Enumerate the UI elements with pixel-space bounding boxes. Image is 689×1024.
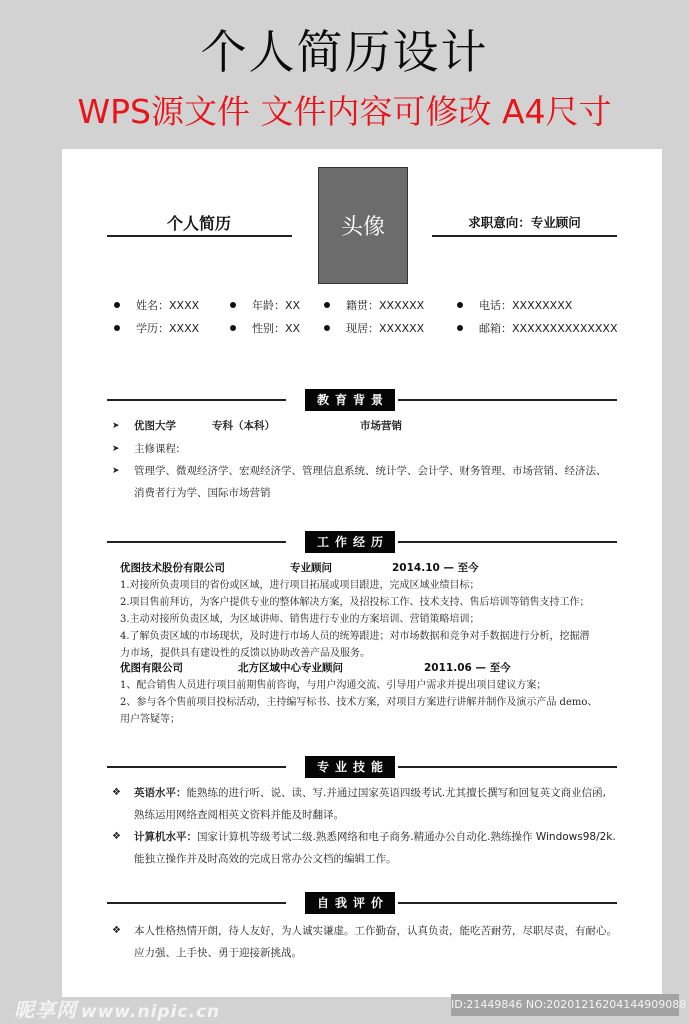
skill-english-text: 能熟练的进行听、说、读、写.并通过国家英语四级考试.尤其擅长撰写和回复英文商业信函, <box>186 787 607 799</box>
arrow-bullet-icon: ➤ <box>112 421 120 431</box>
divider-line <box>398 766 617 768</box>
skill-computer-text: 国家计算机等级考试二级.熟悉网络和电子商务.精通办公自动化.熟练操作 Windows98/2k. <box>197 831 616 843</box>
info-phone <box>457 297 572 313</box>
avatar-label: 头像 <box>340 215 385 240</box>
info-education-text: 学历：XXXX <box>136 322 200 335</box>
resume-page <box>62 149 662 997</box>
edu-major: 市场营销 <box>360 420 402 432</box>
job-2-period: 2011.06 — 至今 <box>424 662 511 674</box>
job-2-duty-1: 1、配合销售人员进行项目前期售前咨询，与用户沟通交流、引导用户需求并提出项目建议方案； <box>120 680 547 691</box>
job-1-duty-2: 2.项目售前拜访，为客户提供专业的整体解决方案，及招投标工作、技术支持、售后培训等销售支持工作； <box>120 597 590 608</box>
job-1-duty-1: 1.对接所负责项目的省份或区域，进行项目拓展或项目跟进，完成区域业绩目标； <box>120 580 480 591</box>
diamond-bullet-icon: ❖ <box>112 787 121 798</box>
arrow-bullet-icon: ➤ <box>112 444 120 454</box>
job-2-duty-2-cont: 用户答疑等； <box>120 714 180 725</box>
info-gender <box>230 320 300 336</box>
divider-line <box>398 541 617 543</box>
job-intent-underline <box>432 235 617 237</box>
section-skills-header <box>107 756 617 778</box>
banner-title: 个人简历设计 <box>200 25 489 79</box>
bullet-icon <box>230 302 236 308</box>
banner-subtitle: WPS源文件 文件内容可修改 A4尺寸 <box>77 92 612 131</box>
job-2-position: 北方区域中心专业顾问 <box>238 662 343 674</box>
info-hometown <box>324 297 424 313</box>
divider-line <box>107 766 286 768</box>
section-self-eval-title: 自我评价 <box>305 892 395 914</box>
skill-english-label: 英语水平： <box>134 787 187 799</box>
edu-courses-label: 主修课程: <box>134 443 180 455</box>
section-skills-title: 专业技能 <box>305 756 395 778</box>
diamond-bullet-icon: ❖ <box>112 831 121 842</box>
arrow-bullet-icon: ➤ <box>112 466 120 476</box>
info-residence <box>324 320 424 336</box>
info-age <box>230 297 300 313</box>
edu-courses-line2: 消费者行为学、国际市场营销 <box>134 487 271 499</box>
info-email-text: 邮箱：XXXXXXXXXXXXXX <box>479 322 618 335</box>
bullet-icon <box>457 325 463 331</box>
bullet-icon <box>324 325 330 331</box>
info-email <box>457 320 618 336</box>
section-work-title: 工作经历 <box>305 531 395 553</box>
skill-computer-label: 计算机水平： <box>134 831 197 843</box>
section-education-title: 教育背景 <box>305 389 395 411</box>
job-1-duty-4: 4.了解负责区域的市场现状，及时进行市场人员的统筹跟进；对市场数据和竞争对手数据进行分析，挖掘潜 <box>120 631 590 642</box>
resume-title: 个人简历 <box>166 214 231 233</box>
skill-english-text-2: 熟练运用网络查阅相英文资料并能及时翻译。 <box>134 809 344 821</box>
info-age-text: 年龄：XX <box>252 299 301 312</box>
job-1-position: 专业顾问 <box>290 562 332 574</box>
job-1-duty-3: 3.主动对接所负责区域，为区域讲师、销售进行专业的方案培训、营销策略培训； <box>120 614 480 625</box>
job-2-company: 优图有限公司 <box>120 662 183 674</box>
section-education-header <box>107 389 617 411</box>
job-1-duty-4-cont: 力市场，提供具有建设性的反馈以协助改善产品及服务。 <box>120 648 370 659</box>
self-eval-line1: 本人性格热情开朗，待人友好，为人诚实谦虚。工作勤奋，认真负责，能吃苦耐劳，尽职尽责，有耐心。 <box>134 925 617 937</box>
bullet-icon <box>114 302 120 308</box>
job-2-duty-2: 2、参与各个售前项目投标活动，主持编写标书、技术方案，对项目方案进行讲解并制作及演示产品 demo、 <box>120 697 598 708</box>
skill-computer-text-2: 能独立操作并及时高效的完成日常办公文档的编辑工作。 <box>134 853 397 865</box>
job-1-company: 优图技术股份有限公司 <box>120 562 225 574</box>
watermark-url: www.nipic.cn <box>81 1002 221 1022</box>
divider-line <box>398 902 617 904</box>
divider-line <box>107 399 286 401</box>
info-name-text: 姓名：XXXX <box>136 299 200 312</box>
info-name <box>114 297 199 313</box>
section-work-header <box>107 531 617 553</box>
job-intent: 求职意向：专业顾问 <box>468 215 581 230</box>
divider-line <box>107 902 286 904</box>
info-phone-text: 电话：XXXXXXXX <box>479 299 573 312</box>
divider-line <box>398 399 617 401</box>
watermark-id: ID:21449846 NO:20201216204144909088 <box>451 994 679 1016</box>
self-eval-line2: 应力强、上手快、勇于迎接新挑战。 <box>134 947 302 959</box>
section-self-eval-header <box>107 892 617 914</box>
info-residence-text: 现居：XXXXXX <box>346 322 425 335</box>
info-education <box>114 320 199 336</box>
title-underline <box>107 235 292 237</box>
info-hometown-text: 籍贯：XXXXXX <box>346 299 425 312</box>
job-1-period: 2014.10 — 至今 <box>392 562 479 574</box>
info-gender-text: 性别：XX <box>252 322 301 335</box>
edu-courses-line1: 管理学、微观经济学、宏观经济学、管理信息系统、统计学、会计学、财务管理、市场营销、经济法、 <box>134 465 607 477</box>
diamond-bullet-icon: ❖ <box>112 925 121 936</box>
divider-line <box>107 541 286 543</box>
watermark-logo-text: 昵享网 <box>14 998 77 1022</box>
watermark-logo <box>14 994 220 1023</box>
avatar-placeholder <box>318 167 408 284</box>
bullet-icon <box>324 302 330 308</box>
bullet-icon <box>457 302 463 308</box>
edu-school: 优图大学 <box>134 420 176 432</box>
job-1-header <box>120 562 225 575</box>
bullet-icon <box>230 325 236 331</box>
edu-degree: 专科（本科） <box>212 420 275 432</box>
bullet-icon <box>114 325 120 331</box>
